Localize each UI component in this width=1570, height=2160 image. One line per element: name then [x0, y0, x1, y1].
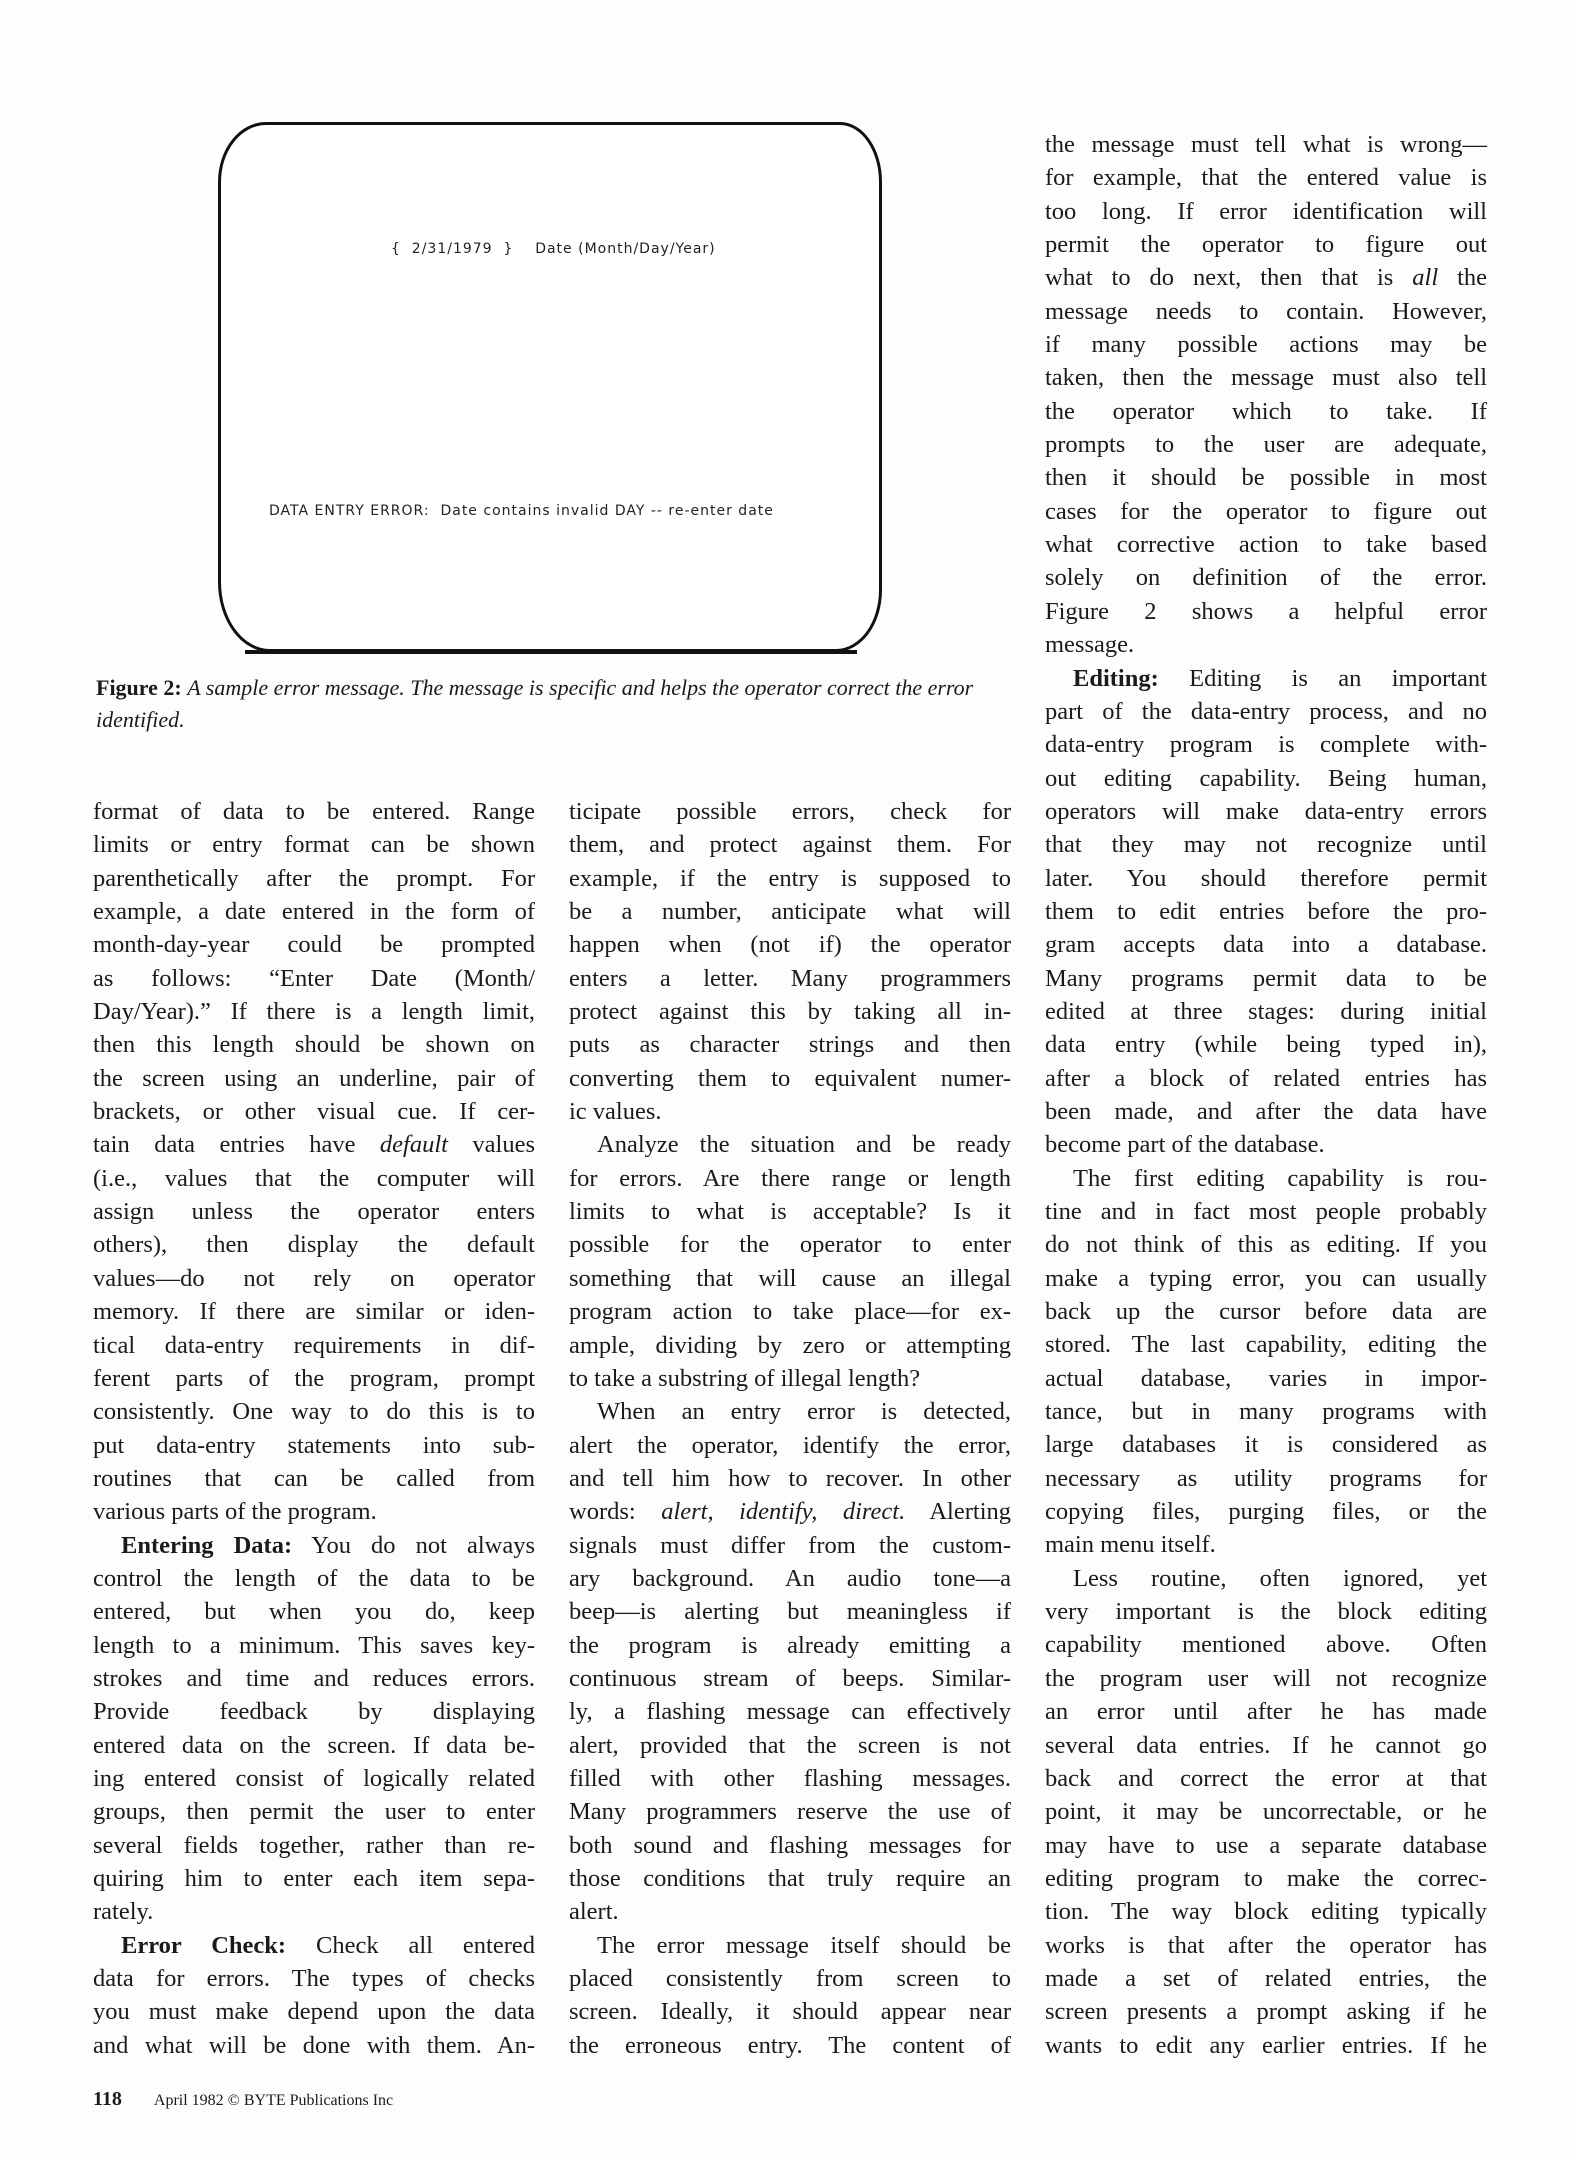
column-1: [93, 795, 535, 2062]
line-text: control the length of the data to be: [93, 1564, 535, 1592]
text-line: [1045, 1729, 1487, 1762]
line-text: the screen using an underline, pair of: [93, 1064, 535, 1092]
line-text: too long. If error identification will: [1045, 197, 1487, 225]
line-text: several fields together, rather than re-: [93, 1831, 535, 1859]
line-text: large databases it is considered as: [1045, 1431, 1487, 1459]
line-text: very important is the block editing: [1045, 1598, 1487, 1626]
section-heading: Error Check:: [121, 1931, 287, 1959]
line-text: several data entries. If he cannot go: [1045, 1731, 1487, 1759]
figure-caption: [96, 672, 1001, 736]
text-line: [1045, 662, 1487, 695]
line-text: copying files, purging files, or the: [1045, 1498, 1487, 1526]
line-text: continuous stream of beeps. Similar-: [569, 1664, 1011, 1692]
text-line: [569, 1062, 1011, 1095]
line-text: format of data to be entered. Range: [93, 798, 535, 825]
text-line: [1045, 295, 1487, 328]
line-text: entered, but when you do, keep: [93, 1598, 535, 1626]
text-line: [1045, 1795, 1487, 1828]
line-text: possible for the operator to enter: [569, 1231, 1011, 1259]
text-line: [93, 1962, 535, 1995]
line-text: parenthetically after the prompt. For: [93, 864, 535, 892]
line-text: what corrective action to take based: [1045, 531, 1487, 559]
screen-date-field-line: { 2/31/1979 } Date (Month/Day/Year): [391, 241, 716, 257]
text-line: [1045, 1095, 1487, 1128]
line-text: message.: [1045, 631, 1135, 659]
text-line: [93, 1262, 535, 1295]
line-text: alert, provided that the screen is not: [569, 1731, 1011, 1759]
text-line: [1045, 1062, 1487, 1095]
line-text: Many programmers reserve the use of: [569, 1798, 1011, 1826]
line-text: then this length should be shown on: [93, 1031, 535, 1059]
text-line: [1045, 1895, 1487, 1928]
copyright-line: April 1982 © BYTE Publications Inc: [153, 2092, 394, 2109]
line-text: message needs to contain. However,: [1045, 297, 1487, 325]
text-line: [93, 1829, 535, 1862]
line-text: ing entered consist of logically related: [93, 1764, 535, 1792]
text-line: [1045, 1295, 1487, 1328]
line-text: Figure 2 shows a helpful error: [1045, 597, 1487, 625]
text-line: [1045, 695, 1487, 728]
line-text: been made, and after the data have: [1045, 1097, 1487, 1125]
text-line: [1045, 1862, 1487, 1895]
text-line: [93, 1762, 535, 1795]
page-number: 118: [93, 2088, 122, 2110]
text-line: [1045, 1562, 1487, 1595]
text-line: [1045, 1829, 1487, 1862]
line-text: the operator which to take. If: [1045, 397, 1487, 425]
line-text: put data-entry statements into sub-: [93, 1431, 535, 1459]
text-line: [1045, 428, 1487, 461]
text-line: [93, 1028, 535, 1061]
line-text: limits or entry format can be shown: [93, 831, 535, 859]
line-text: you must make depend upon the data: [93, 1998, 535, 2026]
text-line: [93, 1495, 535, 1528]
text-line: [93, 1095, 535, 1128]
text-line: [93, 2029, 535, 2062]
text-line: [1045, 1929, 1487, 1962]
text-line: [569, 1128, 1011, 1161]
text-line: [569, 1329, 1011, 1362]
text-line: [569, 1195, 1011, 1228]
line-text: something that will cause an illegal: [569, 1264, 1011, 1292]
text-line: [1045, 1162, 1487, 1195]
text-line: [569, 1028, 1011, 1061]
line-text: operators will make data-entry errors: [1045, 797, 1487, 825]
text-line: [569, 1529, 1011, 1562]
text-line: [93, 1395, 535, 1428]
text-line: [93, 1462, 535, 1495]
line-text: Analyze the situation and be ready: [597, 1131, 1011, 1159]
line-text: wants to edit any earlier entries. If he: [1045, 2031, 1487, 2059]
text-line: [569, 1629, 1011, 1662]
line-text: for example, that the entered value is: [1045, 164, 1487, 192]
text-line: [93, 1329, 535, 1362]
line-text: Many programs permit data to be: [1045, 964, 1487, 992]
line-text: become part of the database.: [1045, 1131, 1325, 1159]
line-text: them to edit entries before the pro-: [1045, 897, 1487, 925]
text-line: [569, 828, 1011, 861]
text-line: [1045, 1328, 1487, 1361]
text-line: [569, 1495, 1011, 1528]
line-text: filled with other flashing messages.: [569, 1764, 1011, 1792]
text-line: [569, 895, 1011, 928]
text-line: [569, 1829, 1011, 1862]
text-line: [93, 1595, 535, 1628]
text-line: [569, 795, 1011, 828]
text-line: [569, 2029, 1011, 2062]
text-line: [569, 1962, 1011, 1995]
line-text: the message must tell what is wrong—: [1045, 131, 1487, 158]
line-text: data for errors. The types of checks: [93, 1965, 535, 1993]
line-text: placed consistently from screen to: [569, 1965, 1011, 1993]
italic-text: default: [379, 1131, 448, 1159]
line-text: editing program to make the correc-: [1045, 1864, 1487, 1892]
line-text: Day/Year).” If there is a length limit,: [93, 998, 535, 1026]
italic-text: alert, identify, direct.: [661, 1498, 906, 1526]
text-line: [1045, 1462, 1487, 1495]
line-text: both sound and flashing messages for: [569, 1831, 1011, 1859]
text-line: [1045, 995, 1487, 1028]
text-after: Editing is an important: [1158, 664, 1487, 692]
line-text: data-entry program is complete with-: [1045, 731, 1487, 759]
line-text: capability mentioned above. Often: [1045, 1631, 1487, 1659]
text-line: [1045, 1628, 1487, 1661]
text-line: [569, 1762, 1011, 1795]
text-line: [1045, 1762, 1487, 1795]
section-heading: Editing:: [1073, 664, 1159, 692]
line-text: them, and protect against them. For: [569, 831, 1011, 859]
caption-label: Figure 2:: [96, 675, 182, 700]
text-line: [93, 1062, 535, 1095]
text-line: [1045, 728, 1487, 761]
line-text: converting them to equivalent numer-: [569, 1064, 1011, 1092]
text-line: [1045, 1695, 1487, 1728]
text-line: [1045, 862, 1487, 895]
text-line: [569, 1895, 1011, 1928]
line-text: prompts to the user are adequate,: [1045, 431, 1487, 459]
text-after: Alerting: [905, 1498, 1012, 1526]
text-line: [569, 1095, 1011, 1128]
text-line: [1045, 1995, 1487, 2028]
line-text: cases for the operator to figure out: [1045, 497, 1487, 525]
text-line: [1045, 1962, 1487, 1995]
text-line: [569, 928, 1011, 961]
text-line: [93, 1629, 535, 1662]
text-line: [93, 1729, 535, 1762]
text-before: what to do next, then that is: [1045, 264, 1413, 292]
line-text: and what will be done with them. An-: [93, 2031, 535, 2059]
text-line: [1045, 2029, 1487, 2062]
line-text: memory. If there are similar or iden-: [93, 1298, 535, 1326]
text-line: [1045, 128, 1487, 161]
line-text: The first editing capability is rou-: [1073, 1164, 1487, 1192]
line-text: various parts of the program.: [93, 1498, 377, 1526]
text-before: tain data entries have: [93, 1131, 380, 1159]
text-line: [93, 1562, 535, 1595]
line-text: those conditions that truly require an: [569, 1865, 1011, 1892]
line-text: part of the data-entry process, and no: [1045, 697, 1487, 725]
line-text: be a number, anticipate what will: [569, 898, 1011, 926]
text-line: [93, 1195, 535, 1228]
screen-error-message: DATA ENTRY ERROR: Date contains invalid DAY -- re-enter date: [269, 503, 774, 519]
text-line: [1045, 261, 1487, 294]
text-line: [1045, 1428, 1487, 1461]
text-line: [569, 1795, 1011, 1828]
text-line: [93, 1162, 535, 1195]
line-text: back and correct the error at that: [1045, 1764, 1487, 1792]
text-line: [1045, 928, 1487, 961]
line-text: example, a date entered in the form of: [93, 898, 535, 926]
text-line: [1045, 1128, 1487, 1161]
text-line: [93, 862, 535, 895]
line-text: example, if the entry is supposed to: [569, 864, 1011, 892]
line-text: (i.e., values that the computer will: [93, 1164, 535, 1192]
text-line: [1045, 1395, 1487, 1428]
line-text: brackets, or other visual cue. If cer-: [93, 1098, 535, 1126]
text-line: [569, 862, 1011, 895]
line-text: after a block of related entries has: [1045, 1064, 1487, 1092]
line-text: an error until after he has made: [1045, 1698, 1487, 1726]
text-line: [1045, 328, 1487, 361]
line-text: tine and in fact most people probably: [1045, 1198, 1487, 1225]
page-footer: [93, 2088, 393, 2111]
text-line: [1045, 395, 1487, 428]
screen-base-line: [245, 650, 857, 654]
line-text: edited at three stages: during initial: [1045, 997, 1487, 1025]
text-after: Check all entered: [286, 1931, 535, 1959]
line-text: puts as character strings and then: [569, 1031, 1011, 1059]
line-text: The error message itself should be: [597, 1931, 1011, 1959]
line-text: made a set of related entries, the: [1045, 1964, 1487, 1992]
text-line: [93, 1662, 535, 1695]
line-text: point, it may be uncorrectable, or he: [1045, 1798, 1487, 1826]
line-text: ticipate possible errors, check for: [569, 798, 1011, 825]
text-line: [1045, 795, 1487, 828]
line-text: enters a letter. Many programmers: [569, 964, 1011, 992]
text-line: [569, 1662, 1011, 1695]
text-line: [569, 1562, 1011, 1595]
text-line: [1045, 1262, 1487, 1295]
text-line: [569, 1295, 1011, 1328]
line-text: length to a minimum. This saves key-: [93, 1631, 535, 1659]
text-line: [569, 1462, 1011, 1495]
line-text: entered data on the screen. If data be-: [93, 1731, 535, 1759]
line-text: for errors. Are there range or length: [569, 1164, 1011, 1192]
line-text: Less routine, often ignored, yet: [1073, 1564, 1487, 1592]
text-line: [569, 1362, 1011, 1395]
line-text: happen when (not if) the operator: [569, 931, 1011, 959]
line-text: then it should be possible in most: [1045, 464, 1487, 492]
line-text: tion. The way block editing typically: [1045, 1898, 1487, 1926]
line-text: solely on definition of the error.: [1045, 564, 1487, 592]
text-line: [1045, 1028, 1487, 1061]
column-3: [1045, 128, 1487, 2062]
text-line: [1045, 962, 1487, 995]
text-line: [93, 962, 535, 995]
line-text: may have to use a separate database: [1045, 1831, 1487, 1859]
line-text: program action to take place—for ex-: [569, 1298, 1011, 1326]
line-text: data entry (while being typed in),: [1045, 1031, 1487, 1059]
text-line: [93, 1128, 535, 1161]
text-line: [93, 1862, 535, 1895]
text-line: [1045, 1228, 1487, 1261]
text-line: [93, 1895, 535, 1928]
line-text: stored. The last capability, editing the: [1045, 1331, 1487, 1359]
line-text: tance, but in many programs with: [1045, 1398, 1487, 1426]
text-line: [93, 1529, 535, 1562]
line-text: ly, a flashing message can effectively: [569, 1698, 1011, 1726]
text-line: [569, 1162, 1011, 1195]
text-line: [1045, 528, 1487, 561]
column-2: [569, 795, 1011, 2062]
text-line: [569, 1395, 1011, 1428]
line-text: ary background. An audio tone—a: [569, 1564, 1011, 1592]
text-line: [1045, 828, 1487, 861]
text-line: [93, 1929, 535, 1962]
text-line: [93, 1695, 535, 1728]
text-line: [1045, 228, 1487, 261]
text-line: [93, 928, 535, 961]
terminal-screen-illustration: [218, 122, 882, 652]
text-line: [1045, 1662, 1487, 1695]
text-before: words:: [569, 1498, 662, 1526]
text-line: [93, 1995, 535, 2028]
text-line: [569, 1228, 1011, 1261]
line-text: beep—is alerting but meaningless if: [569, 1598, 1011, 1626]
line-text: as follows: “Enter Date (Month/: [93, 964, 535, 992]
text-line: [569, 1429, 1011, 1462]
text-line: [93, 1795, 535, 1828]
line-text: later. You should therefore permit: [1045, 864, 1487, 892]
text-after: values: [447, 1131, 535, 1159]
line-text: that they may not recognize until: [1045, 831, 1487, 859]
text-line: [569, 1595, 1011, 1628]
line-text: and tell him how to recover. In other: [569, 1464, 1011, 1492]
text-line: [1045, 895, 1487, 928]
line-text: ic values.: [569, 1098, 662, 1126]
line-text: routines that can be called from: [93, 1464, 535, 1492]
line-text: permit the operator to figure out: [1045, 231, 1487, 259]
text-line: [569, 995, 1011, 1028]
line-text: values—do not rely on operator: [93, 1264, 535, 1292]
text-line: [1045, 461, 1487, 494]
line-text: screen. Ideally, it should appear near: [569, 1998, 1011, 2026]
line-text: do not think of this as editing. If you: [1045, 1231, 1487, 1259]
text-line: [1045, 1195, 1487, 1228]
text-line: [93, 895, 535, 928]
text-line: [569, 1862, 1011, 1895]
text-line: [569, 1729, 1011, 1762]
line-text: the erroneous entry. The content of: [569, 2031, 1011, 2059]
line-text: strokes and time and reduces errors.: [93, 1664, 535, 1692]
line-text: ample, dividing by zero or attempting: [569, 1331, 1011, 1359]
text-line: [569, 1929, 1011, 1962]
line-text: ferent parts of the program, prompt: [93, 1364, 535, 1392]
text-line: [1045, 161, 1487, 194]
text-line: [1045, 762, 1487, 795]
line-text: back up the cursor before data are: [1045, 1298, 1487, 1326]
line-text: the program user will not recognize: [1045, 1664, 1487, 1692]
line-text: assign unless the operator enters: [93, 1198, 535, 1226]
line-text: screen presents a prompt asking if he: [1045, 1998, 1487, 2026]
line-text: the program is already emitting a: [569, 1631, 1011, 1659]
italic-text: all: [1412, 264, 1439, 292]
text-line: [1045, 628, 1487, 661]
line-text: limits to what is acceptable? Is it: [569, 1198, 1011, 1226]
text-line: [93, 828, 535, 861]
text-line: [569, 1695, 1011, 1728]
line-text: actual database, varies in impor-: [1045, 1364, 1487, 1392]
line-text: if many possible actions may be: [1045, 331, 1487, 359]
line-text: alert.: [569, 1898, 619, 1926]
text-line: [93, 795, 535, 828]
text-line: [93, 995, 535, 1028]
text-line: [569, 962, 1011, 995]
caption-text: A sample error message. The message is specific and helps the operator correct the error identified.: [96, 675, 974, 732]
text-line: [93, 1228, 535, 1261]
text-line: [1045, 1595, 1487, 1628]
text-after: You do not always: [292, 1531, 535, 1559]
text-line: [569, 1262, 1011, 1295]
line-text: alert the operator, identify the error,: [569, 1431, 1011, 1459]
line-text: When an entry error is detected,: [597, 1398, 1011, 1426]
line-text: tical data-entry requirements in dif-: [93, 1331, 535, 1359]
line-text: to take a substring of illegal length?: [569, 1364, 921, 1392]
text-line: [93, 1429, 535, 1462]
line-text: month-day-year could be prompted: [93, 931, 535, 959]
text-line: [1045, 1495, 1487, 1528]
text-line: [1045, 1362, 1487, 1395]
text-line: [569, 1995, 1011, 2028]
line-text: rately.: [93, 1898, 154, 1926]
line-text: gram accepts data into a database.: [1045, 931, 1487, 959]
line-text: out editing capability. Being human,: [1045, 764, 1487, 792]
line-text: others), then display the default: [93, 1231, 535, 1259]
text-line: [1045, 495, 1487, 528]
line-text: Provide feedback by displaying: [93, 1698, 535, 1726]
text-line: [1045, 361, 1487, 394]
line-text: signals must differ from the custom-: [569, 1531, 1011, 1559]
text-line: [93, 1362, 535, 1395]
line-text: main menu itself.: [1045, 1531, 1216, 1559]
line-text: groups, then permit the user to enter: [93, 1798, 535, 1826]
line-text: taken, then the message must also tell: [1045, 364, 1487, 392]
text-line: [1045, 195, 1487, 228]
text-line: [93, 1295, 535, 1328]
section-heading: Entering Data:: [121, 1531, 293, 1559]
line-text: consistently. One way to do this is to: [93, 1398, 535, 1426]
line-text: works is that after the operator has: [1045, 1931, 1487, 1959]
text-line: [1045, 561, 1487, 594]
line-text: quiring him to enter each item sepa-: [93, 1865, 535, 1892]
line-text: necessary as utility programs for: [1045, 1464, 1487, 1492]
text-line: [1045, 595, 1487, 628]
line-text: make a typing error, you can usually: [1045, 1264, 1487, 1292]
text-line: [1045, 1528, 1487, 1561]
line-text: protect against this by taking all in-: [569, 998, 1011, 1026]
text-after: the: [1438, 264, 1488, 292]
